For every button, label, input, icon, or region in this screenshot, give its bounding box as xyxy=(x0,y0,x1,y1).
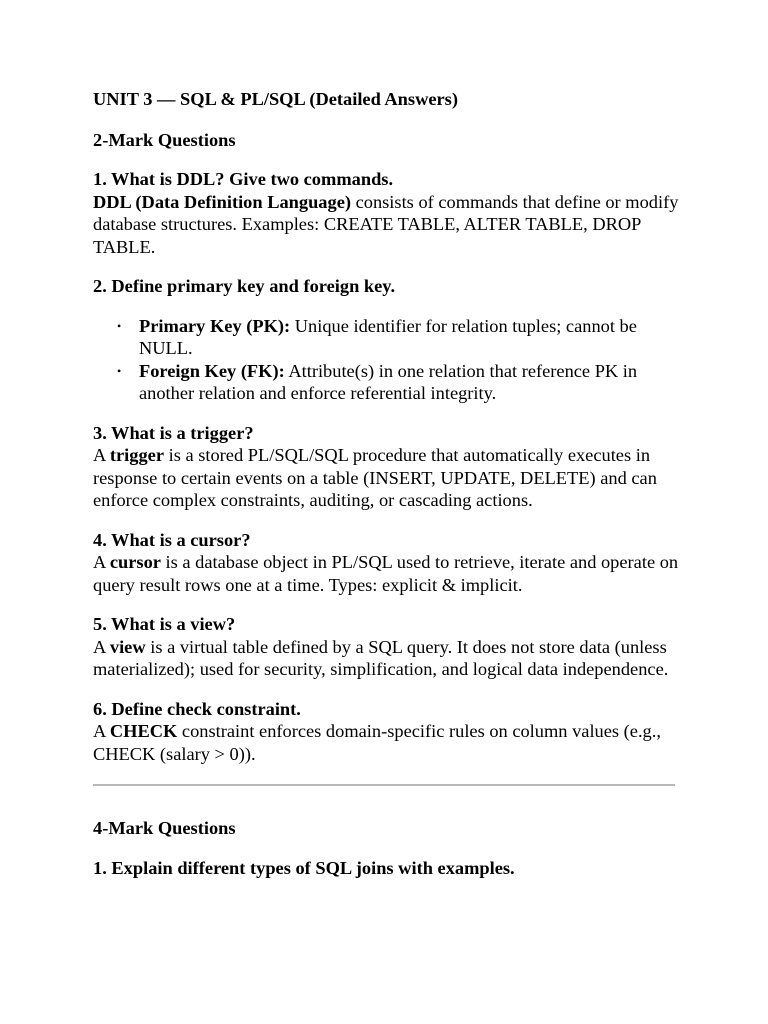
question-title: 6. Define check constraint. xyxy=(93,698,301,719)
answer-term: DDL (Data Definition Language) xyxy=(93,191,351,212)
answer-prefix: A xyxy=(93,552,110,572)
list-item-foreign-key xyxy=(139,360,693,405)
question-title: 4. What is a cursor? xyxy=(93,529,251,550)
list-item-term: Primary Key (PK): xyxy=(139,315,291,336)
answer-prefix: A xyxy=(93,445,110,465)
answer-text xyxy=(93,551,693,596)
answer-body: is a stored PL/SQL/SQL procedure that automatically executes in response to certain events on a table (INSERT, UPDATE, DELETE) and can enforce complex constraints, auditing, or cascading actions. xyxy=(93,445,657,510)
document-page xyxy=(93,88,693,879)
answer-body: constraint enforces domain-specific rules on column values (e.g., CHECK (salary > 0)). xyxy=(93,721,661,764)
question-block-trigger xyxy=(93,422,693,512)
answer-body: is a virtual table defined by a SQL query. It does not store data (unless materialized); used for security, simplification, and logical data independence. xyxy=(93,636,669,679)
answer-text xyxy=(93,191,693,259)
answer-prefix: A xyxy=(93,721,110,741)
section-heading-2-mark: 2-Mark Questions xyxy=(93,129,236,150)
question-block-view xyxy=(93,613,693,681)
answer-prefix: A xyxy=(93,636,110,657)
question-block-check xyxy=(93,698,693,766)
question-title: 2. Define primary key and foreign key. xyxy=(93,276,396,296)
answer-body: consists of commands that define or modify database structures. Examples: CREATE TABLE, ALTER TABLE, DROP TABLE. xyxy=(93,191,679,257)
page-title: UNIT 3 — SQL & PL/SQL (Detailed Answers) xyxy=(93,89,458,109)
answer-text xyxy=(93,444,693,512)
question-title: 1. Explain different types of SQL joins with examples. xyxy=(93,857,515,878)
answer-term: CHECK xyxy=(109,721,178,741)
question-block-keys xyxy=(93,275,693,405)
list-item-term: Foreign Key (FK): xyxy=(139,360,285,381)
horizontal-divider xyxy=(93,784,675,786)
answer-term: cursor xyxy=(109,552,161,572)
section-heading-4-mark: 4-Mark Questions xyxy=(93,818,236,838)
list-item-text: Unique identifier for relation tuples; cannot be NULL. xyxy=(139,315,637,358)
question-title: 5. What is a view? xyxy=(93,614,236,634)
answer-term: trigger xyxy=(109,445,164,465)
list-item-text: Attribute(s) in one relation that reference PK in another relation and enforce referential integrity. xyxy=(139,360,638,403)
key-definitions-list xyxy=(93,315,693,405)
question-block-ddl xyxy=(93,168,693,258)
answer-term: view xyxy=(109,636,146,657)
answer-text xyxy=(93,720,693,765)
answer-body: is a database object in PL/SQL used to retrieve, iterate and operate on query result rows one at a time. Types: explicit & implicit. xyxy=(93,552,679,595)
question-block-cursor xyxy=(93,529,693,597)
answer-text xyxy=(93,636,693,681)
question-title: 3. What is a trigger? xyxy=(93,422,254,443)
question-title: 1. What is DDL? Give two commands. xyxy=(93,169,394,189)
list-item-primary-key xyxy=(139,315,693,360)
